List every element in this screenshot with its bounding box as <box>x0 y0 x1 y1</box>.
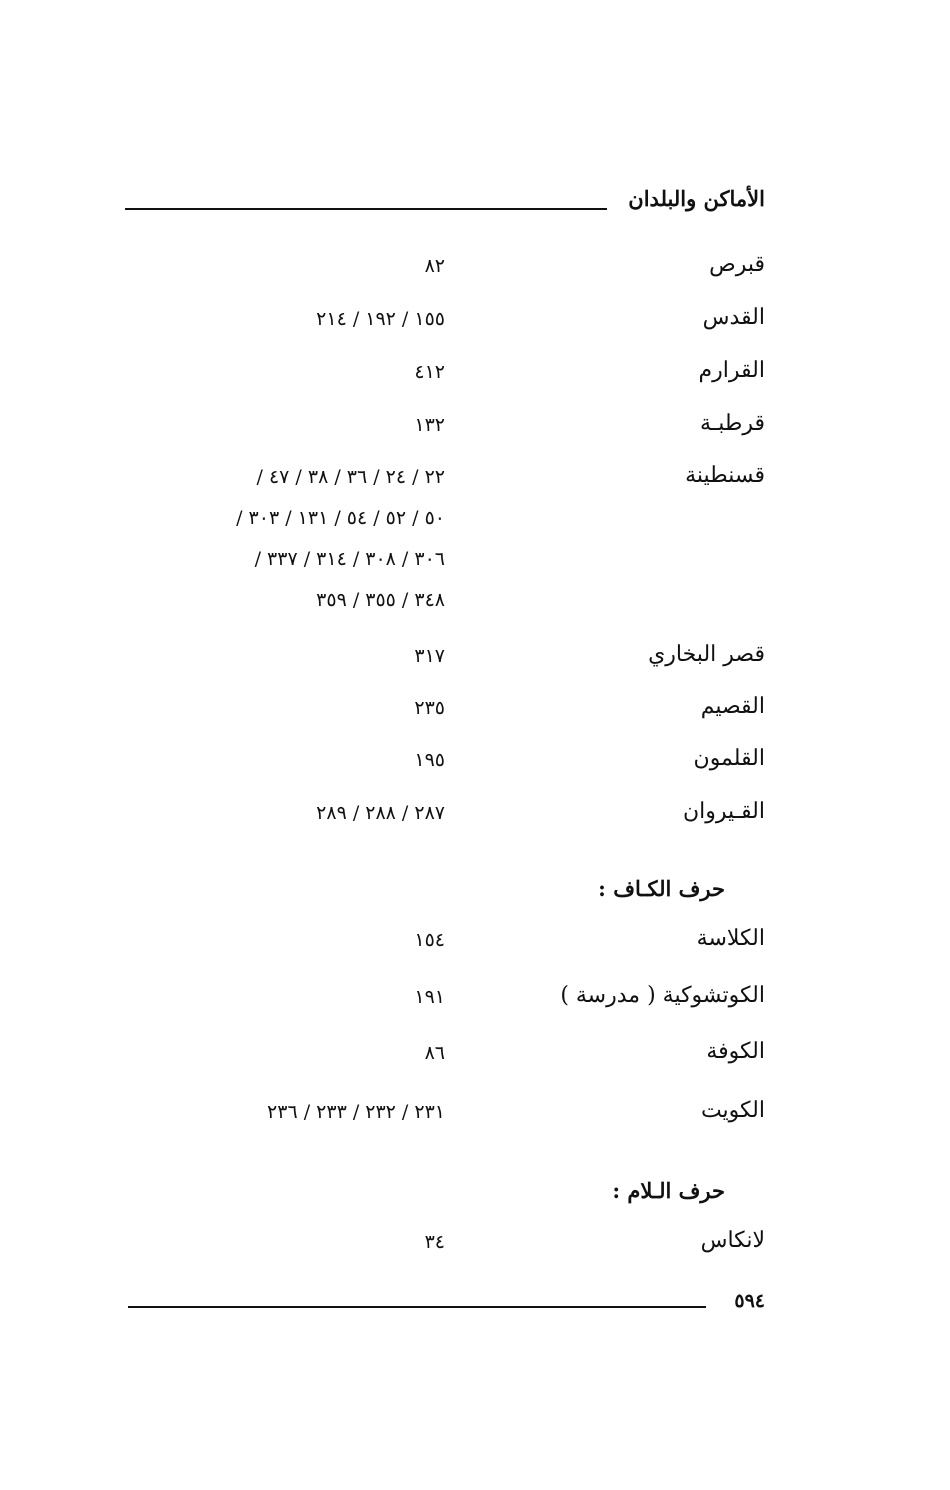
page-references <box>316 299 445 340</box>
footer-rule <box>128 1306 706 1308</box>
page-reference-line: ٨٢ <box>424 255 445 277</box>
page-references <box>236 457 445 621</box>
place-name: القلمون <box>693 746 765 771</box>
page-references <box>425 1033 445 1074</box>
section-heading-lam: حرف الـلام : <box>612 1178 725 1203</box>
place-name: قبرص <box>709 252 765 277</box>
page-references <box>414 352 445 393</box>
page-reference-line: ٣٠٦ / ٣٠٨ / ٣١٤ / ٣٣٧ / <box>254 548 445 570</box>
page-reference-line: ٣١٧ <box>414 645 445 667</box>
page-references <box>267 1092 445 1133</box>
running-header-title: الأماكن والبلدان <box>628 186 765 211</box>
place-name: القصيم <box>700 694 765 719</box>
page-references <box>414 740 445 781</box>
header-rule <box>125 208 607 210</box>
place-name: القرارم <box>698 358 765 383</box>
page-reference-line: ١٥٤ <box>414 929 445 951</box>
place-name: الكوفة <box>706 1039 765 1064</box>
place-name: قرطبـة <box>699 411 765 436</box>
page-references <box>425 1222 445 1263</box>
page-references <box>414 405 445 446</box>
page-reference-line: ٢٣١ / ٢٣٢ / ٢٣٣ / ٢٣٦ <box>267 1101 445 1123</box>
place-name: لانكاس <box>700 1228 765 1253</box>
page-reference-line: ٤١٢ <box>414 361 445 383</box>
page-references <box>316 793 445 834</box>
page-reference-line: ٢٢ / ٢٤ / ٣٦ / ٣٨ / ٤٧ / <box>256 466 445 488</box>
page-reference-line: ٢٨٧ / ٢٨٨ / ٢٨٩ <box>316 802 445 824</box>
page-reference-line: ١٥٥ / ١٩٢ / ٢١٤ <box>316 308 445 330</box>
page-reference-line: ١٩٥ <box>414 749 445 771</box>
page-reference-line: ٥٠ / ٥٢ / ٥٤ / ١٣١ / ٣٠٣ / <box>236 507 445 529</box>
page-references <box>425 246 445 287</box>
place-name: الكوتشوكية ( مدرسة ) <box>560 983 765 1008</box>
place-name: الكلاسة <box>696 926 765 951</box>
place-name: القـيروان <box>682 799 765 824</box>
page-references <box>414 977 445 1018</box>
page-reference-line: ١٩١ <box>414 986 445 1008</box>
page-reference-line: ١٣٢ <box>414 414 445 436</box>
page-reference-line: ٣٤ <box>424 1231 445 1253</box>
place-name: قسنطينة <box>685 463 765 488</box>
place-name: الكويت <box>700 1098 765 1123</box>
page-references <box>414 688 445 729</box>
page-references <box>414 636 445 677</box>
page-reference-line: ٢٣٥ <box>414 697 445 719</box>
page-reference-line: ٣٤٨ / ٣٥٥ / ٣٥٩ <box>316 589 445 611</box>
page-references <box>414 920 445 961</box>
place-name: القدس <box>702 305 765 330</box>
page-reference-line: ٨٦ <box>424 1042 445 1064</box>
place-name: قصر البخاري <box>648 642 765 667</box>
page-number: ٥٩٤ <box>734 1290 765 1312</box>
section-heading-kaf: حرف الكـاف : <box>598 876 725 901</box>
